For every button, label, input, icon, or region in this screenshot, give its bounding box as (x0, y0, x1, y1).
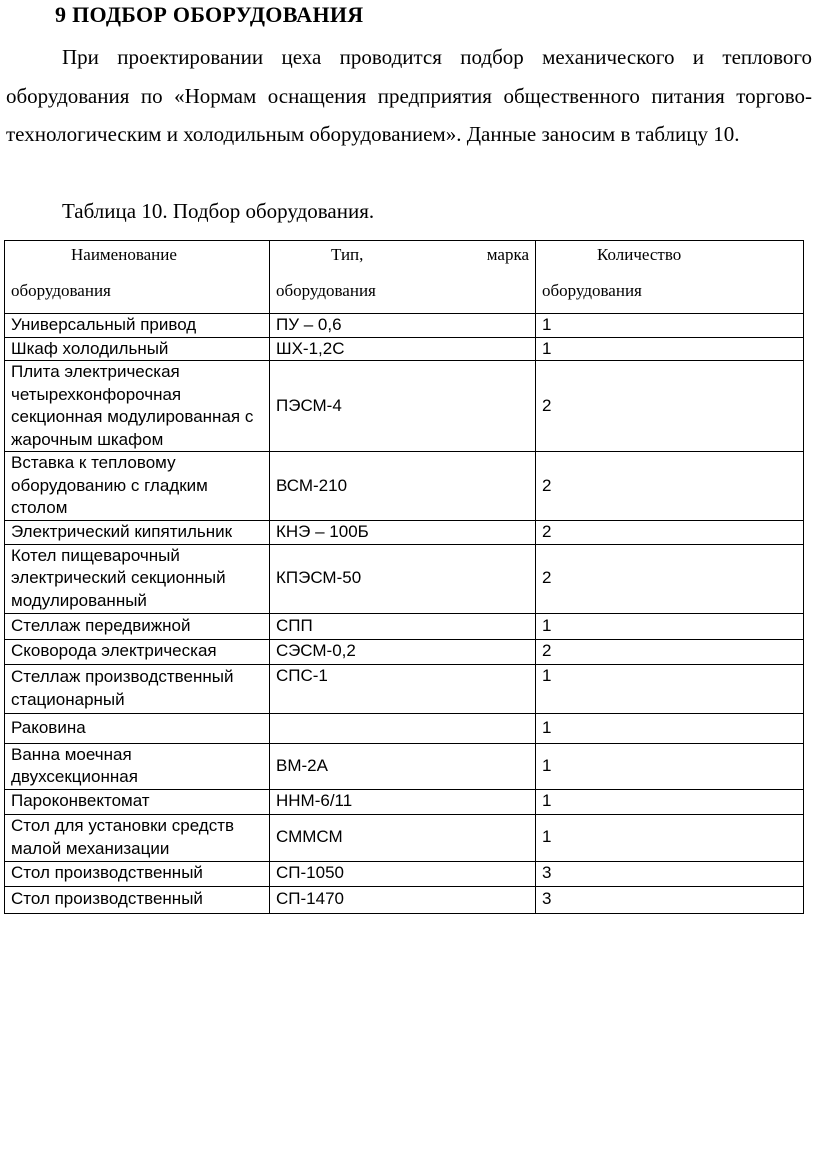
cell-qty: 2 (536, 361, 804, 452)
cell-type: ПУ – 0,6 (270, 314, 536, 338)
cell-name: Сковорода электрическая (5, 639, 270, 664)
cell-name: Шкаф холодильный (5, 337, 270, 361)
cell-type: КПЭСМ-50 (270, 544, 536, 613)
cell-type: СММСМ (270, 814, 536, 861)
cell-name: Ванна моечная двухсекционная (5, 743, 270, 789)
cell-qty: 1 (536, 789, 804, 814)
cell-qty: 1 (536, 814, 804, 861)
cell-name: Стол для установки средств малой механизации (5, 814, 270, 861)
header-qty-line1: Количество (597, 245, 682, 264)
table-row (5, 713, 804, 743)
table-row (5, 452, 804, 521)
cell-type: СП-1470 (270, 886, 536, 913)
table-row (5, 361, 804, 452)
cell-name: Котел пищеварочный электрический секционный модулированный (5, 544, 270, 613)
header-name-line2: оборудования (11, 281, 111, 300)
cell-qty: 1 (536, 314, 804, 338)
cell-type (270, 713, 536, 743)
header-type-line2: оборудования (276, 281, 376, 300)
cell-type: ВМ-2А (270, 743, 536, 789)
cell-type: СПП (270, 613, 536, 639)
table-row (5, 743, 804, 789)
cell-qty: 1 (536, 743, 804, 789)
header-type-line1 (276, 246, 529, 263)
intro-paragraph: При проектировании цеха проводится подбор механического и теплового оборудования по «Нормам оснащения предприятия общественного питания торгово-технологическим и холодильным оборудованием». Данные заносим в таблицу 10. (6, 45, 812, 146)
header-name-line1: Наименование (71, 245, 177, 264)
header-qty (536, 241, 804, 314)
equipment-table (4, 240, 804, 914)
cell-type: ВСМ-210 (270, 452, 536, 521)
cell-name: Универсальный привод (5, 314, 270, 338)
header-type-word2: марка (486, 245, 529, 264)
cell-type: СПС-1 (270, 664, 536, 713)
cell-qty: 1 (536, 664, 804, 713)
cell-type: СЭСМ-0,2 (270, 639, 536, 664)
cell-qty: 3 (536, 886, 804, 913)
table-row (5, 664, 804, 713)
cell-type: СП-1050 (270, 861, 536, 886)
table-row (5, 613, 804, 639)
cell-name: Плита электрическая четырехконфорочная секционная модулированная с жарочным шкафом (5, 361, 270, 452)
table-caption: Таблица 10. Подбор оборудования. (62, 199, 375, 223)
cell-type: ПЭСМ-4 (270, 361, 536, 452)
cell-qty: 1 (536, 713, 804, 743)
table-row (5, 337, 804, 361)
table-row (5, 520, 804, 544)
table-header-row (5, 241, 804, 314)
table-row (5, 639, 804, 664)
cell-name: Стеллаж передвижной (5, 613, 270, 639)
table-row (5, 814, 804, 861)
cell-qty: 2 (536, 520, 804, 544)
cell-name: Вставка к тепловому оборудованию с гладким столом (5, 452, 270, 521)
cell-name: Раковина (5, 713, 270, 743)
table-row (5, 544, 804, 613)
cell-qty: 3 (536, 861, 804, 886)
header-type (270, 241, 536, 314)
cell-qty: 1 (536, 613, 804, 639)
cell-qty: 1 (536, 337, 804, 361)
header-type-word1: Тип, (331, 245, 364, 264)
table-row (5, 789, 804, 814)
cell-name: Электрический кипятильник (5, 520, 270, 544)
cell-name: Стеллаж производственный стационарный (5, 664, 270, 713)
cell-type: ННМ-6/11 (270, 789, 536, 814)
cell-type: КНЭ – 100Б (270, 520, 536, 544)
header-name (5, 241, 270, 314)
cell-qty: 2 (536, 452, 804, 521)
cell-qty: 2 (536, 639, 804, 664)
table-row (5, 314, 804, 338)
cell-type: ШХ-1,2С (270, 337, 536, 361)
cell-qty: 2 (536, 544, 804, 613)
header-qty-line2: оборудования (542, 281, 642, 300)
section-heading: 9 ПОДБОР ОБОРУДОВАНИЯ (55, 2, 364, 27)
table-row (5, 861, 804, 886)
cell-name: Стол производственный (5, 886, 270, 913)
cell-name: Пароконвектомат (5, 789, 270, 814)
cell-name: Стол производственный (5, 861, 270, 886)
table-row (5, 886, 804, 913)
